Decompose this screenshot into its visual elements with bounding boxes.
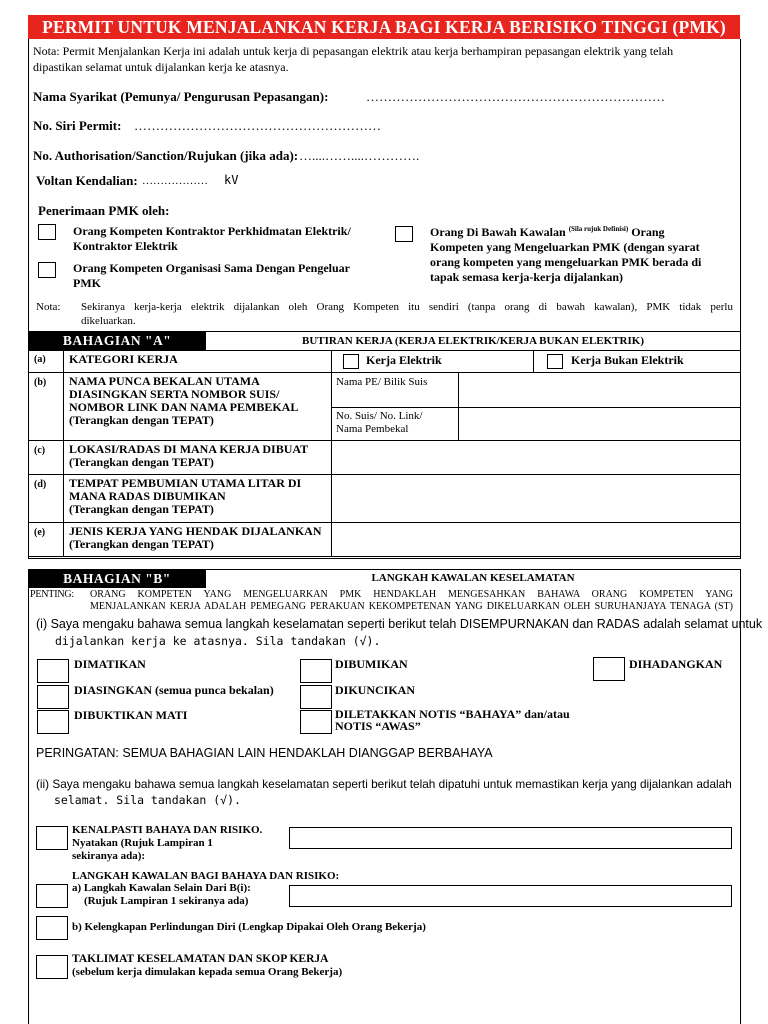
dimatikan-checkbox[interactable] xyxy=(37,659,69,683)
statement-ii-line-1: (ii) Saya mengaku bahawa semua langkah keselamatan seperti berikut telah dipatuhi untuk memastikan kerja yang dijalankan adalah xyxy=(36,777,732,791)
penting-line-1: ORANG KOMPETEN YANG MENGELUARKAN PMK HENDAKLAH MENGESAHKAN BAHAWA ORANG KOMPETEN YANG xyxy=(90,589,733,600)
diasingkan-checkbox[interactable] xyxy=(37,685,69,709)
penting-label: PENTING: xyxy=(30,589,74,600)
nota-mid-line-1: Sekiranya kerja-kerja elektrik dijalankan oleh Orang Kompeten itu sendiri (tanpa orang di bawah kawalan), PMK tidak perlu xyxy=(81,301,733,313)
nama-syarikat-field[interactable]: …………………………………………………………… xyxy=(366,89,665,104)
statement-ii-line-2: selamat. Sila tandakan (√). xyxy=(54,793,241,807)
voltan-label: Voltan Kendalian: xyxy=(36,173,138,188)
taklimat-label: TAKLIMAT KESELAMATAN DAN SKOP KERJA (sebelum kerja dimulakan kepada semua Orang Bekerja) xyxy=(72,953,343,978)
nama-pe-label: Nama PE/ Bilik Suis xyxy=(336,376,428,388)
row-a-label: KATEGORI KERJA xyxy=(69,352,178,366)
dihadangkan-label: DIHADANGKAN xyxy=(629,657,723,671)
dibumikan-label: DIBUMIKAN xyxy=(335,657,408,671)
row-line xyxy=(331,407,740,408)
nota-mid-label: Nota: xyxy=(36,301,61,313)
row-c-letter: (c) xyxy=(34,445,46,456)
kerja-elektrik-label: Kerja Elektrik xyxy=(366,353,442,367)
no-suis-input[interactable] xyxy=(460,409,739,439)
dibuktikan-checkbox[interactable] xyxy=(37,710,69,734)
no-auth-field[interactable]: …....……....…………. xyxy=(299,148,420,163)
dihadangkan-checkbox[interactable] xyxy=(593,657,625,681)
voltan-unit: kV xyxy=(224,173,239,187)
langkah-b-checkbox[interactable] xyxy=(36,916,68,940)
voltan-field[interactable]: ……………… xyxy=(142,175,208,187)
langkah-heading: LANGKAH KAWALAN BAGI BAHAYA DAN RISIKO: xyxy=(72,870,340,882)
nama-syarikat-label: Nama Syarikat (Pemunya/ Pengurusan Pepasangan): xyxy=(33,89,329,104)
form-title: PERMIT UNTUK MENJALANKAN KERJA BAGI KERJA BERISIKO TINGGI (PMK) xyxy=(28,15,740,39)
opt2-label: Orang Kompeten Organisasi Sama Dengan Pengeluar PMK xyxy=(73,261,351,290)
notis-checkbox[interactable] xyxy=(300,710,332,734)
notis-label: DILETAKKAN NOTIS “BAHAYA” dan/atau NOTIS “AWAS” xyxy=(335,707,570,733)
statement-i-line-1: (i) Saya mengaku bahawa semua langkah keselamatan seperti berikut telah DISEMPURNAKAN dan RADAS adalah selamat untuk xyxy=(36,617,763,631)
nota-mid-line-2: dikeluarkan. xyxy=(81,315,136,327)
row-line xyxy=(28,474,740,475)
kerja-bukan-elektrik-checkbox[interactable] xyxy=(547,354,563,369)
opt1-label: Orang Kompeten Kontraktor Perkhidmatan Elektrik/ Kontraktor Elektrik xyxy=(73,224,351,253)
row-e-label: JENIS KERJA YANG HENDAK DIJALANKAN (Terangkan dengan TEPAT) xyxy=(69,524,322,551)
dibumikan-checkbox[interactable] xyxy=(300,659,332,683)
bahagian-b-tag: BAHAGIAN "B" xyxy=(28,569,206,588)
row-b-label: NAMA PUNCA BEKALAN UTAMA DIASINGKAN SERTA NOMBOR SUIS/ NOMBOR LINK DAN NAMA PEMBEKAL (Terangkan dengan TEPAT) xyxy=(69,374,299,427)
col-line xyxy=(533,350,534,373)
penting-line-2: MENJALANKAN KERJA ADALAH PEMEGANG PERAKUAN KEKOMPETENAN YANG DIKELUARKAN OLEH SURUHANJAYA TENAGA (ST) xyxy=(90,601,733,612)
opt3-checkbox[interactable] xyxy=(395,226,413,242)
kerja-elektrik-checkbox[interactable] xyxy=(343,354,359,369)
row-a-letter: (a) xyxy=(34,354,46,365)
kenalpasti-checkbox[interactable] xyxy=(36,826,68,850)
col-line xyxy=(331,350,332,557)
row-d-label: TEMPAT PEMBUMIAN UTAMA LITAR DI MANA RADAS DIBUMIKAN (Terangkan dengan TEPAT) xyxy=(69,476,302,516)
bahagian-b-title: LANGKAH KAWALAN KESELAMATAN xyxy=(371,572,575,584)
dikuncikan-checkbox[interactable] xyxy=(300,685,332,709)
kenalpasti-input[interactable] xyxy=(289,827,732,849)
bahagian-a-title: BUTIRAN KERJA (KERJA ELEKTRIK/KERJA BUKAN ELEKTRIK) xyxy=(302,335,644,347)
nama-pe-input[interactable] xyxy=(460,374,739,406)
nota-line-1: Nota: Permit Menjalankan Kerja ini adalah untuk kerja di pepasangan elektrik atau kerja berhampiran pepasangan elektrik yang telah xyxy=(33,44,674,58)
dimatikan-label: DIMATIKAN xyxy=(74,657,146,671)
diasingkan-label: DIASINGKAN (semua punca bekalan) xyxy=(74,683,274,697)
row-e-letter: (e) xyxy=(34,527,46,538)
row-line xyxy=(28,440,740,441)
bahagian-a-tag: BAHAGIAN "A" xyxy=(28,332,206,350)
kerja-bukan-elektrik-label: Kerja Bukan Elektrik xyxy=(571,353,684,367)
row-d-letter: (d) xyxy=(34,479,47,490)
col-line xyxy=(458,373,459,440)
no-suis-label: No. Suis/ No. Link/ Nama Pembekal xyxy=(336,410,423,435)
opt3-label: Orang Di Bawah Kawalan $^{(Sila rujuk Definisi)}$ Orang Kompeten yang Mengeluarkan PMK (dengan syarat orang kompeten yang mengeluarkan PMK berada di tapak semasa kerja-kerja dijalankan) xyxy=(430,225,702,284)
row-c-label: LOKASI/RADAS DI MANA KERJA DIBUAT (Terangkan dengan TEPAT) xyxy=(69,442,309,469)
lokasi-input[interactable] xyxy=(333,442,739,473)
col-line xyxy=(63,350,64,557)
row-line xyxy=(28,372,740,373)
row-b-letter: (b) xyxy=(34,377,47,388)
peringatan-text: PERINGATAN: SEMUA BAHAGIAN LAIN HENDAKLAH DIANGGAP BERBAHAYA xyxy=(36,746,493,760)
statement-i-line-2: dijalankan kerja ke atasnya. Sila tandakan (√). xyxy=(55,634,381,648)
langkah-a-label: a) Langkah Kawalan Selain Dari B(i): (Rujuk Lampiran 1 sekiranya ada) xyxy=(72,882,251,907)
no-siri-field[interactable]: ………………………………………………… xyxy=(134,118,381,133)
kenalpasti-label: KENALPASTI BAHAYA DAN RISIKO. Nyatakan (Rujuk Lampiran 1 sekiranya ada): xyxy=(72,824,263,862)
opt2-checkbox[interactable] xyxy=(38,262,56,278)
nota-line-2: dipastikan selamat untuk dijalankan kerja ke atasnya. xyxy=(33,60,289,74)
langkah-b-label: b) Kelengkapan Perlindungan Diri (Lengkap Dipakai Oleh Orang Bekerja) xyxy=(72,921,426,933)
no-siri-label: No. Siri Permit: xyxy=(33,118,122,133)
dikuncikan-label: DIKUNCIKAN xyxy=(335,683,416,697)
penerimaan-heading: Penerimaan PMK oleh: xyxy=(38,203,170,218)
opt1-checkbox[interactable] xyxy=(38,224,56,240)
no-auth-label: No. Authorisation/Sanction/Rujukan (jika ada): xyxy=(33,148,299,163)
pembumian-input[interactable] xyxy=(333,476,739,521)
row-line xyxy=(28,522,740,523)
langkah-a-checkbox[interactable] xyxy=(36,884,68,908)
langkah-a-input[interactable] xyxy=(289,885,732,907)
jenis-kerja-input[interactable] xyxy=(333,524,739,556)
taklimat-checkbox[interactable] xyxy=(36,955,68,979)
dibuktikan-label: DIBUKTIKAN MATI xyxy=(74,708,188,722)
